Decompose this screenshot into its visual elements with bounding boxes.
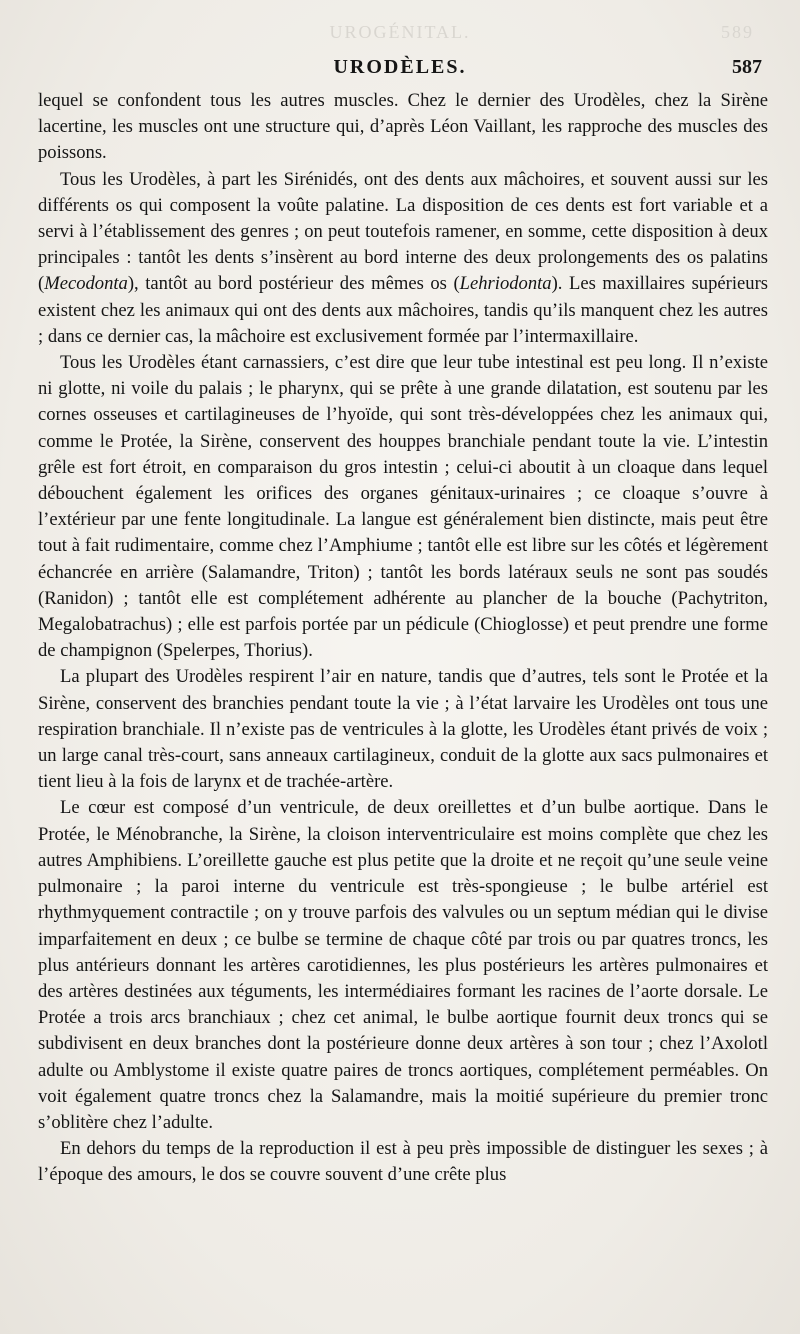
paragraph (38, 167, 768, 350)
paragraph (38, 88, 768, 167)
text-run: ), tantôt au bord postérieur des mêmes os ( (127, 273, 460, 295)
running-title: URODÈLES. (333, 56, 467, 78)
text-run: Tous les Urodèles étant carnassiers, c’est dire que leur tube intestinal est peu long. Il n’existe ni glotte, ni voile du palais ; le pharynx, qui se prête à une grande dilatation, est soutenu par les cornes osseuses et cartilagineuses de l’hyoïde, qui sont très-développées chez les animaux qui, comme le Protée, la Sirène, conservent des houppes branchiale pendant toute la vie. L’intestin grêle est fort étroit, en comparaison du gros intestin ; celui-ci aboutit à un cloaque dans lequel débouchent également les orifices des organes génitaux-urinaires ; ce cloaque s’ouvre à l’extérieur par une fente longitudinale. La langue est généralement bien distincte, mais peut être tout à fait rudimentaire, comme chez l’Amphiume ; tantôt elle est libre sur les côtés et légèrement échancrée en arrière (Salamandre, Triton) ; tantôt les bords latéraux seuls ne sont pas soudés (Ranidon) ; tantôt elle est complétement adhérente au plancher de la bouche (Pachytriton, Megalobatrachus) ; elle est parfois portée par un pédicule (Chioglosse) et peut prendre une forme de champignon (Spelerpes, Thorius). (38, 352, 768, 662)
body-text (38, 88, 768, 1189)
paragraph (38, 664, 768, 795)
text-run: Le cœur est composé d’un ventricule, de deux oreillettes et d’un bulbe aortique. Dans le Protée, le Ménobranche, la Sirène, la cloison interventriculaire est moins complète que chez les autres Amphibiens. L’oreillette gauche est plus petite que la droite et ne reçoit qu’une seule veine pulmonaire ; la paroi interne du ventricule est très-spongieuse ; le bulbe artériel est rhythmyquement contractile ; on y trouve parfois des valvules ou un septum médian qui le divise imparfaitement en deux ; ce bulbe se termine de chaque côté par trois ou par quatres troncs, les plus antérieurs donnant les artères carotidiennes, les plus postérieurs les artères pulmonaires et des artères destinées aux téguments, les intermédiaires formant les racines de l’aorte dorsale. Le Protée a trois arcs branchiaux ; chez cet animal, le bulbe aortique fournit deux troncs qui se subdivisent en deux branches dont la postérieure donne deux artères à son tour ; chez l’Axolotl adulte ou Amblystome il existe quatre paires de troncs aortiques, complétement perméables. On voit également quatre troncs chez la Salamandre, mais la moitié supérieure du premier tronc s’oblitère chez l’adulte. (38, 797, 768, 1133)
paragraph (38, 795, 768, 1136)
text-run: lequel se confondent tous les autres muscles. Chez le dernier des Urodèles, chez la Sirène lacertine, les muscles ont une structure qui, d’après Léon Vaillant, les rapproche des muscles des poissons. (38, 90, 768, 164)
italic-term: Lehriodonta (459, 273, 552, 295)
paragraph (38, 1136, 768, 1188)
text-run: La plupart des Urodèles respirent l’air en nature, tandis que d’autres, tels sont le Protée et la Sirène, conservent des branchies pendant toute la vie ; à l’état larvaire les Urodèles ont tous une respiration branchiale. Il n’existe pas de ventricules à la glotte, les Urodèles étant privés de voix ; un large canal très-court, sans anneaux cartilagineux, conduit de la glotte aux sacs pulmonaires et tient lieu à la fois de larynx et de trachée-artère. (38, 666, 768, 793)
bleed-through-page-number: 589 (721, 22, 754, 42)
bleed-through-header (0, 22, 800, 43)
page-number: 587 (732, 56, 762, 78)
running-header (38, 56, 762, 84)
paragraph (38, 350, 768, 664)
text-run: En dehors du temps de la reproduction il est à peu près impossible de distinguer les sexes ; à l’époque des amours, le dos se couvre souvent d’une crête plus (38, 1138, 768, 1186)
text-run: Tous les Urodèles, à part les Sirénidés, ont des dents aux mâchoires, et souvent aussi sur les différents os qui composent la voûte palatine. La disposition de ces dents est fort variable et a servi à l’établissement des genres ; on peut toutefois ramener, en somme, cette disposition à deux principales : tantôt les dents s’insèrent au bord interne des deux prolongements des os palatins ( (38, 168, 768, 295)
bleed-through-title: UROGÉNITAL. (329, 22, 471, 42)
text-run: ). Les maxillaires supérieurs existent chez les animaux qui ont des dents aux mâchoires, tandis qu’ils manquent chez les autres ; dans ce dernier cas, la mâchoire est exclusivement formée par l’intermaxillaire. (38, 273, 768, 347)
italic-term: Mecodonta (44, 273, 128, 295)
